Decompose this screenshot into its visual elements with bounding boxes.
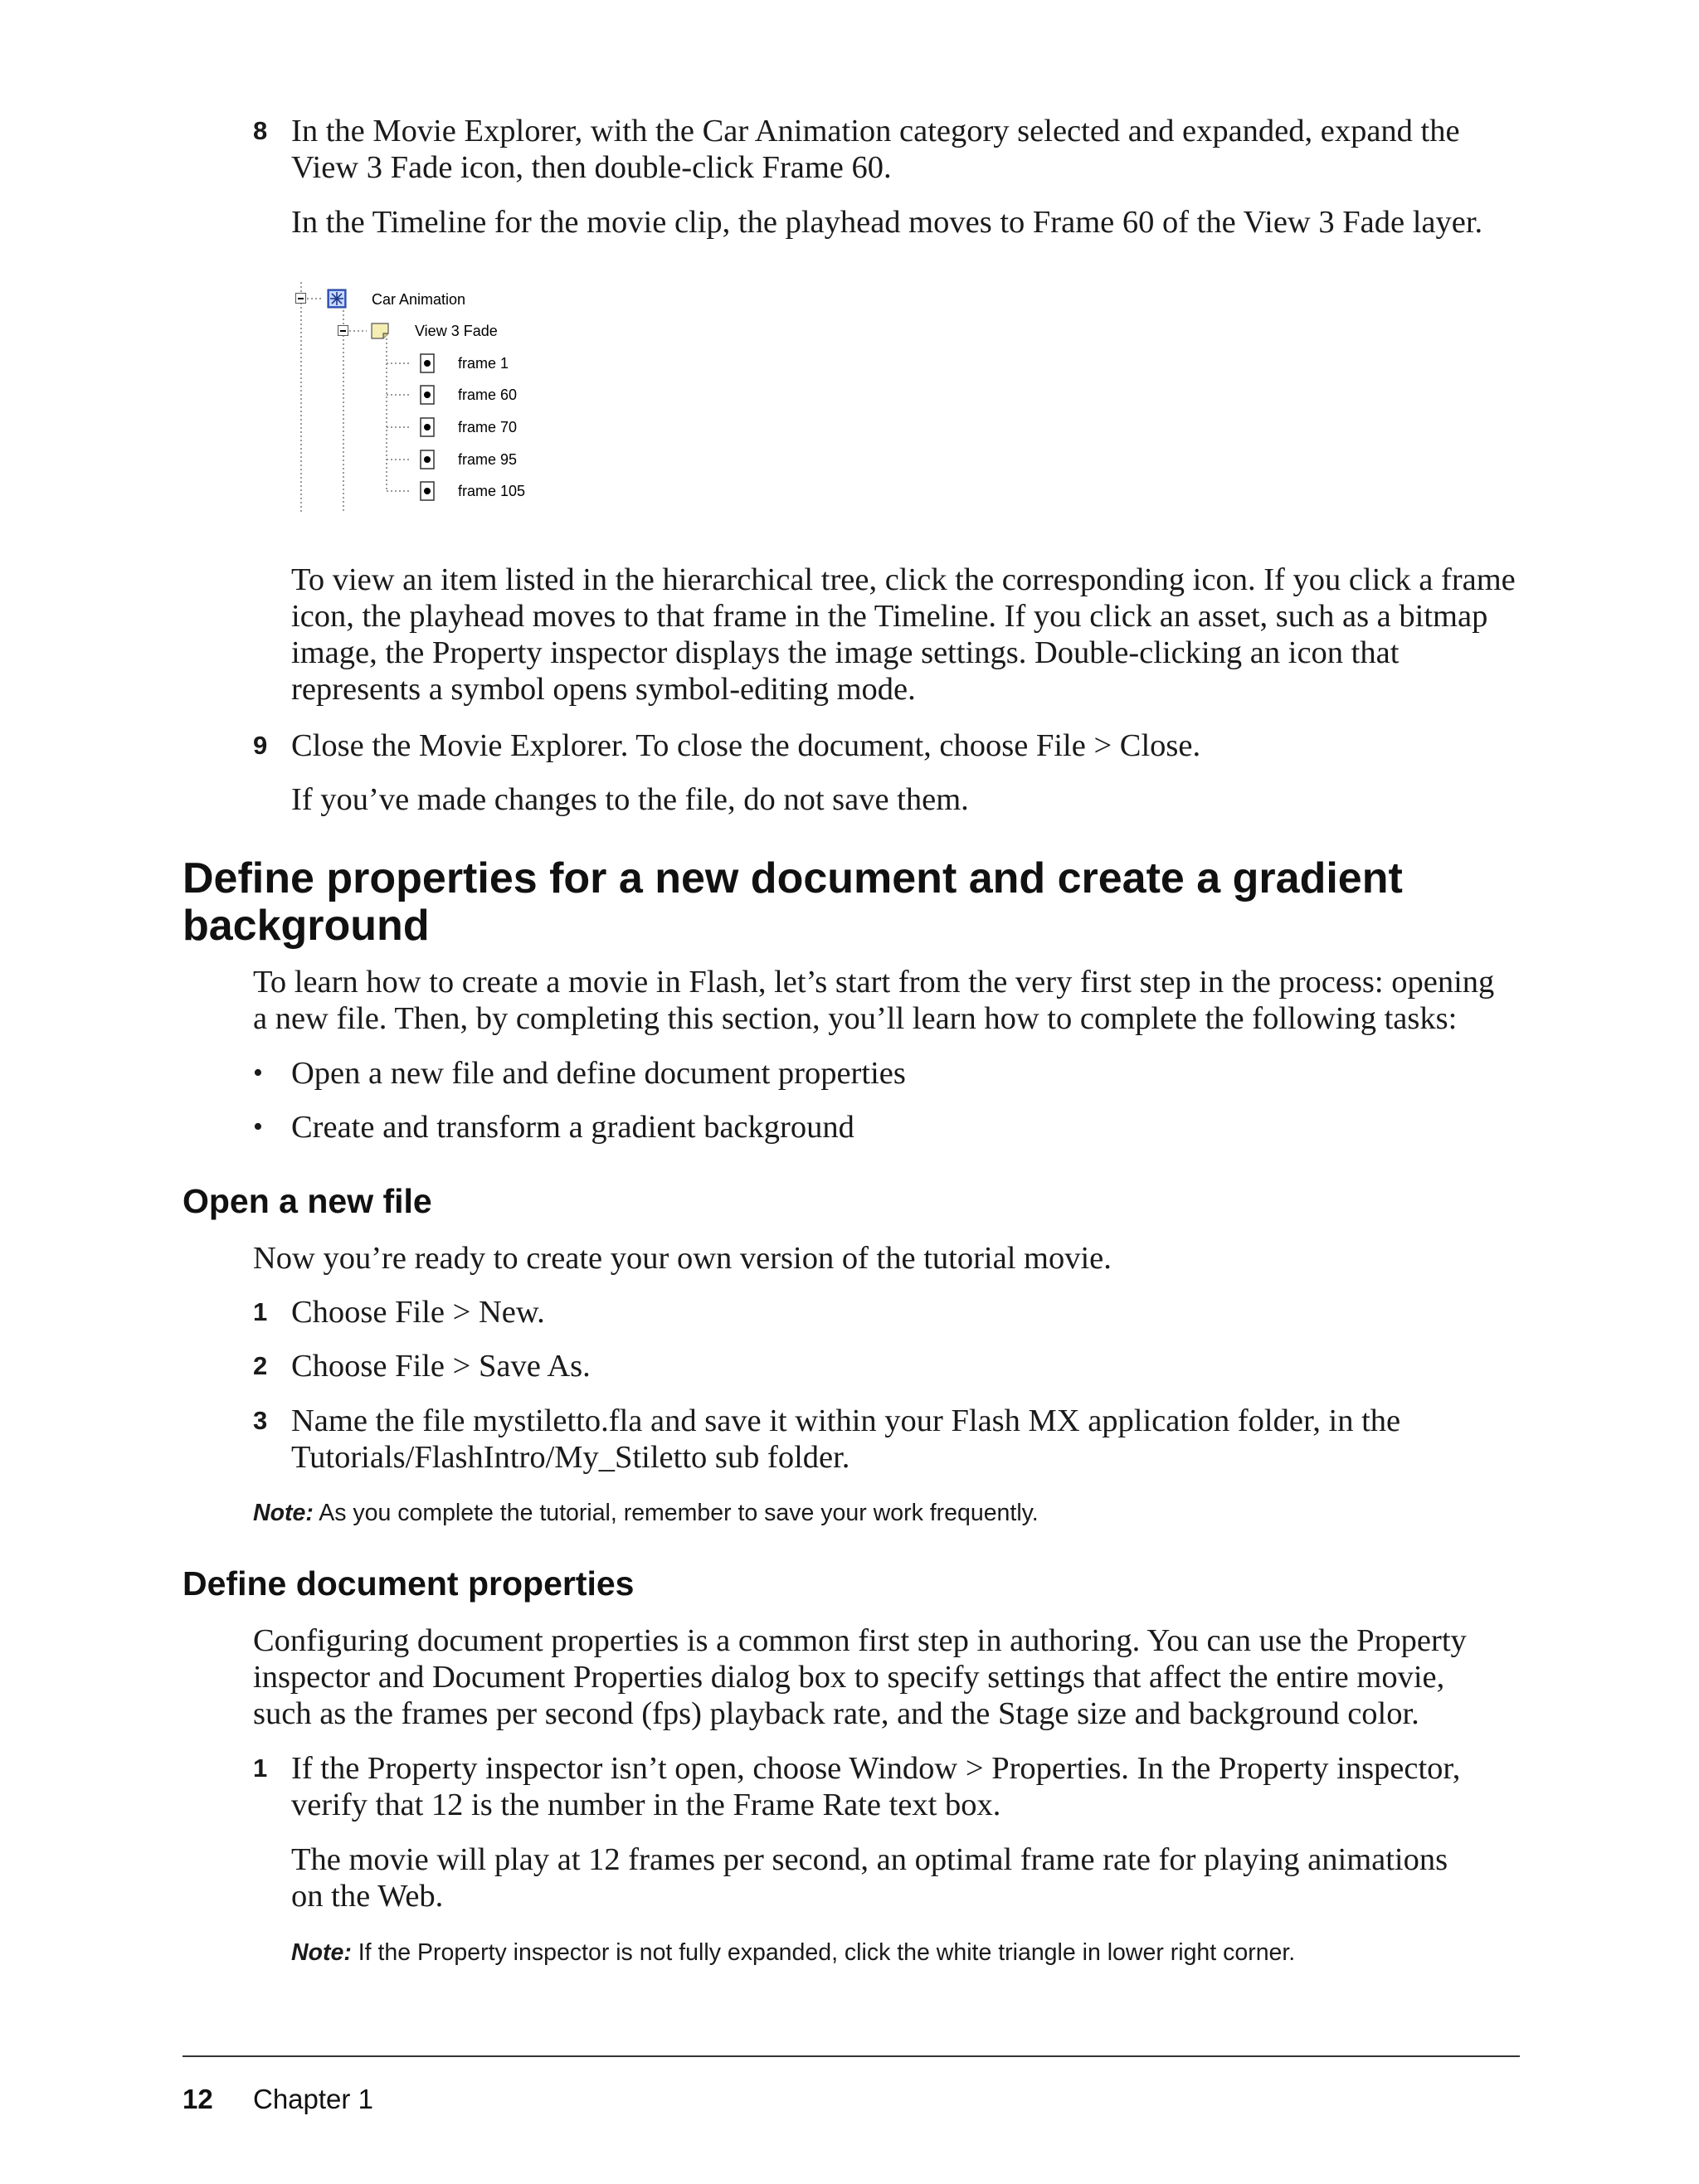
frame-icon[interactable] [420,353,435,373]
bullet-item: Create and transform a gradient background [291,1110,854,1145]
chapter-label: Chapter 1 [253,2084,373,2114]
doc-props-step-1-line-1: If the Property inspector isn’t open, choose Window > Properties. In the Property inspector, [291,1751,1461,1786]
explain-line-2: icon, the playhead moves to that frame in the Timeline. If you click an asset, such as a bitmap [291,599,1488,634]
subheading-open-new-file: Open a new file [183,1182,432,1220]
step-9-result: If you’ve made changes to the file, do not save them. [291,782,969,817]
step-number: 8 [253,116,268,145]
explain-line-4: represents a symbol opens symbol-editing mode. [291,672,916,707]
collapse-toggle[interactable] [338,325,348,336]
note [253,1498,1039,1528]
note-label: Note: [291,1939,352,1966]
movie-explorer-tree [287,282,561,516]
frame-icon[interactable] [420,481,435,501]
tree-item-frame[interactable]: frame 105 [458,483,526,499]
doc-props-para-line-2: inspector and Document Properties dialog box to specify settings that affect the entire movie, [253,1660,1445,1695]
note [291,1938,1295,1968]
section-heading-line-2: background [183,902,430,950]
open-file-step-3-line-2: Tutorials/FlashIntro/My_Stiletto sub folder. [291,1440,850,1475]
bullet-glyph: • [253,1058,263,1088]
doc-props-para-line-1: Configuring document properties is a common first step in authoring. You can use the Property [253,1623,1467,1658]
minus-icon [298,298,304,299]
tree-item-frame[interactable]: frame 70 [458,419,518,435]
open-file-intro: Now you’re ready to create your own version of the tutorial movie. [253,1241,1112,1276]
bullet-item: Open a new file and define document properties [291,1056,906,1091]
layer-icon[interactable] [370,322,390,340]
tree-item-frame[interactable]: frame 1 [458,355,509,372]
minus-icon [340,330,346,332]
note-label: Note: [253,1500,314,1526]
bullet-glyph: • [253,1111,263,1142]
section-intro-line-2: a new file. Then, by completing this section, you’ll learn how to complete the following tasks: [253,1001,1458,1036]
step-9-text: Close the Movie Explorer. To close the document, choose File > Close. [291,728,1201,763]
open-file-step-3-line-1: Name the file mystiletto.fla and save it within your Flash MX application folder, in the [291,1403,1401,1438]
open-file-step-1: Choose File > New. [291,1295,545,1330]
explain-line-3: image, the Property inspector displays the image settings. Double-clicking an icon that [291,635,1400,670]
frame-icon[interactable] [420,385,435,405]
step-8-line-2: View 3 Fade icon, then double-click Frame 60. [291,150,892,185]
section-heading-line-1: Define properties for a new document and create a gradient [183,854,1403,902]
doc-props-para-line-3: such as the frames per second (fps) playback rate, and the Stage size and background color. [253,1696,1419,1731]
step-8-result: In the Timeline for the movie clip, the playhead moves to Frame 60 of the View 3 Fade layer. [291,205,1483,240]
open-file-step-2: Choose File > Save As. [291,1349,591,1384]
frame-icon[interactable] [420,450,435,469]
tree-item-view-3-fade[interactable]: View 3 Fade [415,323,498,339]
doc-props-step-1-line-2: verify that 12 is the number in the Frame Rate text box. [291,1788,1001,1822]
step-number: 1 [253,1297,268,1326]
explain-line-1: To view an item listed in the hierarchical tree, click the corresponding icon. If you click a frame [291,562,1516,597]
footer-rule [183,2055,1520,2057]
frame-icon[interactable] [420,417,435,437]
step-8-line-1: In the Movie Explorer, with the Car Animation category selected and expanded, expand the [291,114,1460,148]
tree-item-frame[interactable]: frame 95 [458,451,518,468]
collapse-toggle[interactable] [295,293,306,304]
doc-props-result-line-1: The movie will play at 12 frames per second, an optimal frame rate for playing animations [291,1842,1448,1877]
tree-item-frame[interactable]: frame 60 [458,387,518,403]
subheading-define-document-properties: Define document properties [183,1564,635,1603]
page-number: 12 [183,2084,213,2114]
step-number: 2 [253,1351,268,1380]
section-intro-line-1: To learn how to create a movie in Flash, let’s start from the very first step in the process: opening [253,965,1495,1000]
step-number: 9 [253,731,268,760]
doc-props-result-line-2: on the Web. [291,1879,444,1914]
movie-clip-symbol-icon[interactable] [327,289,347,309]
step-number: 3 [253,1406,268,1435]
note-text: If the Property inspector is not fully expanded, click the white triangle in lower right corner. [358,1939,1296,1966]
tree-item-car-animation[interactable]: Car Animation [372,291,466,308]
note-text: As you complete the tutorial, remember to save your work frequently. [319,1500,1039,1526]
step-number: 1 [253,1754,268,1783]
